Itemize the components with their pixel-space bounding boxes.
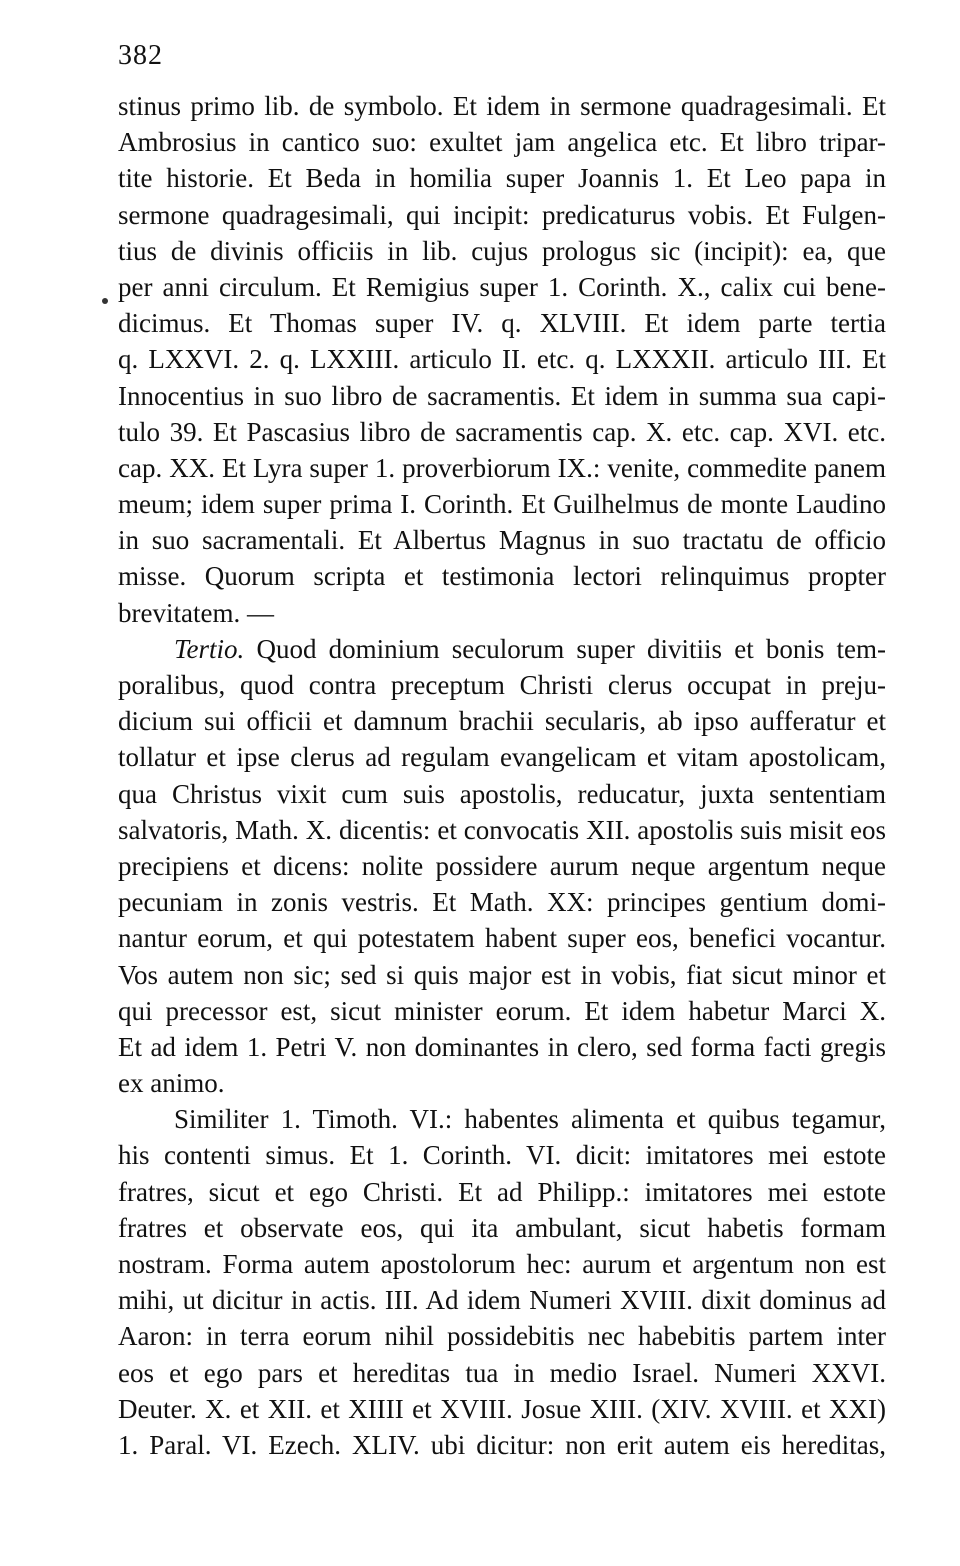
text-line: poralibus, quod contra preceptum Christi clerus occupat in preju- [118, 670, 886, 700]
text-line: tius de divinis officiis in lib. cujus prologus sic (incipit): ea, que [118, 235, 886, 266]
text-line: 1. Paral. VI. Ezech. XLIV. ubi dicitur: non erit autem eis hereditas, [118, 1429, 886, 1460]
text-line: his contenti simus. Et 1. Corinth. VI. dicit: imitatores mei estote [118, 1140, 886, 1171]
text-line: stinus primo lib. de symbolo. Et idem in sermone quadragesimali. Et [118, 91, 886, 121]
text-line: qua Christus vixit cum suis apostolis, reducatur, juxta sententiam [118, 778, 886, 809]
text-line: eos et ego pars et hereditas tua in medio Israel. Numeri XXVI. [118, 1357, 886, 1388]
text-line: ex animo. [118, 1068, 225, 1099]
paragraph-first-line [118, 631, 886, 667]
text-line: mihi, ut dicitur in actis. III. Ad idem Numeri XVIII. dixit dominus ad [118, 1285, 886, 1316]
paragraph-lead: Tertio. [174, 633, 245, 664]
text-line: qui precessor est, sicut minister eorum. Et idem habetur Marci X. [118, 995, 886, 1026]
paragraph-first-line-rest: Quod dominium seculorum super divitiis et bonis tem- [244, 633, 886, 664]
text-line: Deuter. X. et XII. et XIIII et XVIII. Josue XIII. (XIV. XVIII. et XXI) [118, 1393, 886, 1424]
text-line: nostram. Forma autem apostolorum hec: aurum et argentum non est [118, 1249, 886, 1279]
paragraph-first-line: Similiter 1. Timoth. VI.: habentes alimenta et quibus tegamur, [174, 1104, 886, 1135]
text-line: tite historie. Et Beda in homilia super Joannis 1. Et Leo papa in [118, 163, 886, 194]
text-line: Vos autem non sic; sed si quis major est in vobis, fiat sicut minor et [118, 959, 886, 990]
text-line: Innocentius in suo libro de sacramentis. Et idem in summa sua capi- [118, 380, 886, 411]
text-line: Et ad idem 1. Petri V. non dominantes in clero, sed forma facti gregis [118, 1031, 886, 1062]
text-line: cap. XX. Et Lyra super 1. proverbiorum IX.: venite, commedite panem [118, 452, 886, 483]
margin-mark [102, 298, 108, 304]
text-line: brevitatem. — [118, 597, 274, 628]
text-line: pecuniam in zonis vestris. Et Math. XX: principes gentium domi- [118, 887, 886, 918]
text-line: precipiens et dicens: nolite possidere aurum neque argentum neque [118, 850, 886, 881]
text-line: dicium sui officii et damnum brachii secularis, ab ipso aufferatur et [118, 706, 886, 737]
text-line: per anni circulum. Et Remigius super 1. Corinth. X., calix cui bene- [118, 271, 886, 302]
text-line: fratres, sicut et ego Christi. Et ad Philipp.: imitatores mei estote [118, 1176, 886, 1207]
paragraph-1 [118, 88, 886, 631]
body-text [118, 88, 886, 1463]
paragraph-2 [118, 631, 886, 1101]
text-line: tulo 39. Et Pascasius libro de sacramentis cap. X. etc. cap. XVI. etc. [118, 416, 886, 447]
text-line: meum; idem super prima I. Corinth. Et Guilhelmus de monte Laudino [118, 489, 886, 520]
text-line: dicimus. Et Thomas super IV. q. XLVIII. Et idem parte tertia [118, 308, 886, 339]
text-line: tollatur et ipse clerus ad regulam evangelicam et vitam apostolicam, [118, 742, 886, 773]
paragraph-3 [118, 1101, 886, 1463]
text-line: q. LXXVI. 2. q. LXXIII. articulo II. etc. q. LXXXII. articulo III. Et [118, 344, 886, 375]
text-line: Ambrosius in cantico suo: exultet jam angelica etc. Et libro tripar- [118, 127, 886, 158]
text-line: misse. Quorum scripta et testimonia lectori relinquimus propter [118, 561, 886, 592]
text-line: in suo sacramentali. Et Albertus Magnus in suo tractatu de officio [118, 525, 886, 556]
text-line: Aaron: in terra eorum nihil possidebitis nec habebitis partem inter [118, 1321, 886, 1352]
page-number: 382 [118, 40, 163, 71]
text-line: nantur eorum, et qui potestatem habent super eos, benefici vocantur. [118, 923, 886, 954]
text-line: salvatoris, Math. X. dicentis: et convocatis XII. apostolis suis misit eos [118, 814, 886, 845]
text-line: fratres et observate eos, qui ita ambulant, sicut habetis formam [118, 1212, 886, 1243]
text-line: sermone quadragesimali, qui incipit: predicaturus vobis. Et Fulgen- [118, 199, 886, 230]
